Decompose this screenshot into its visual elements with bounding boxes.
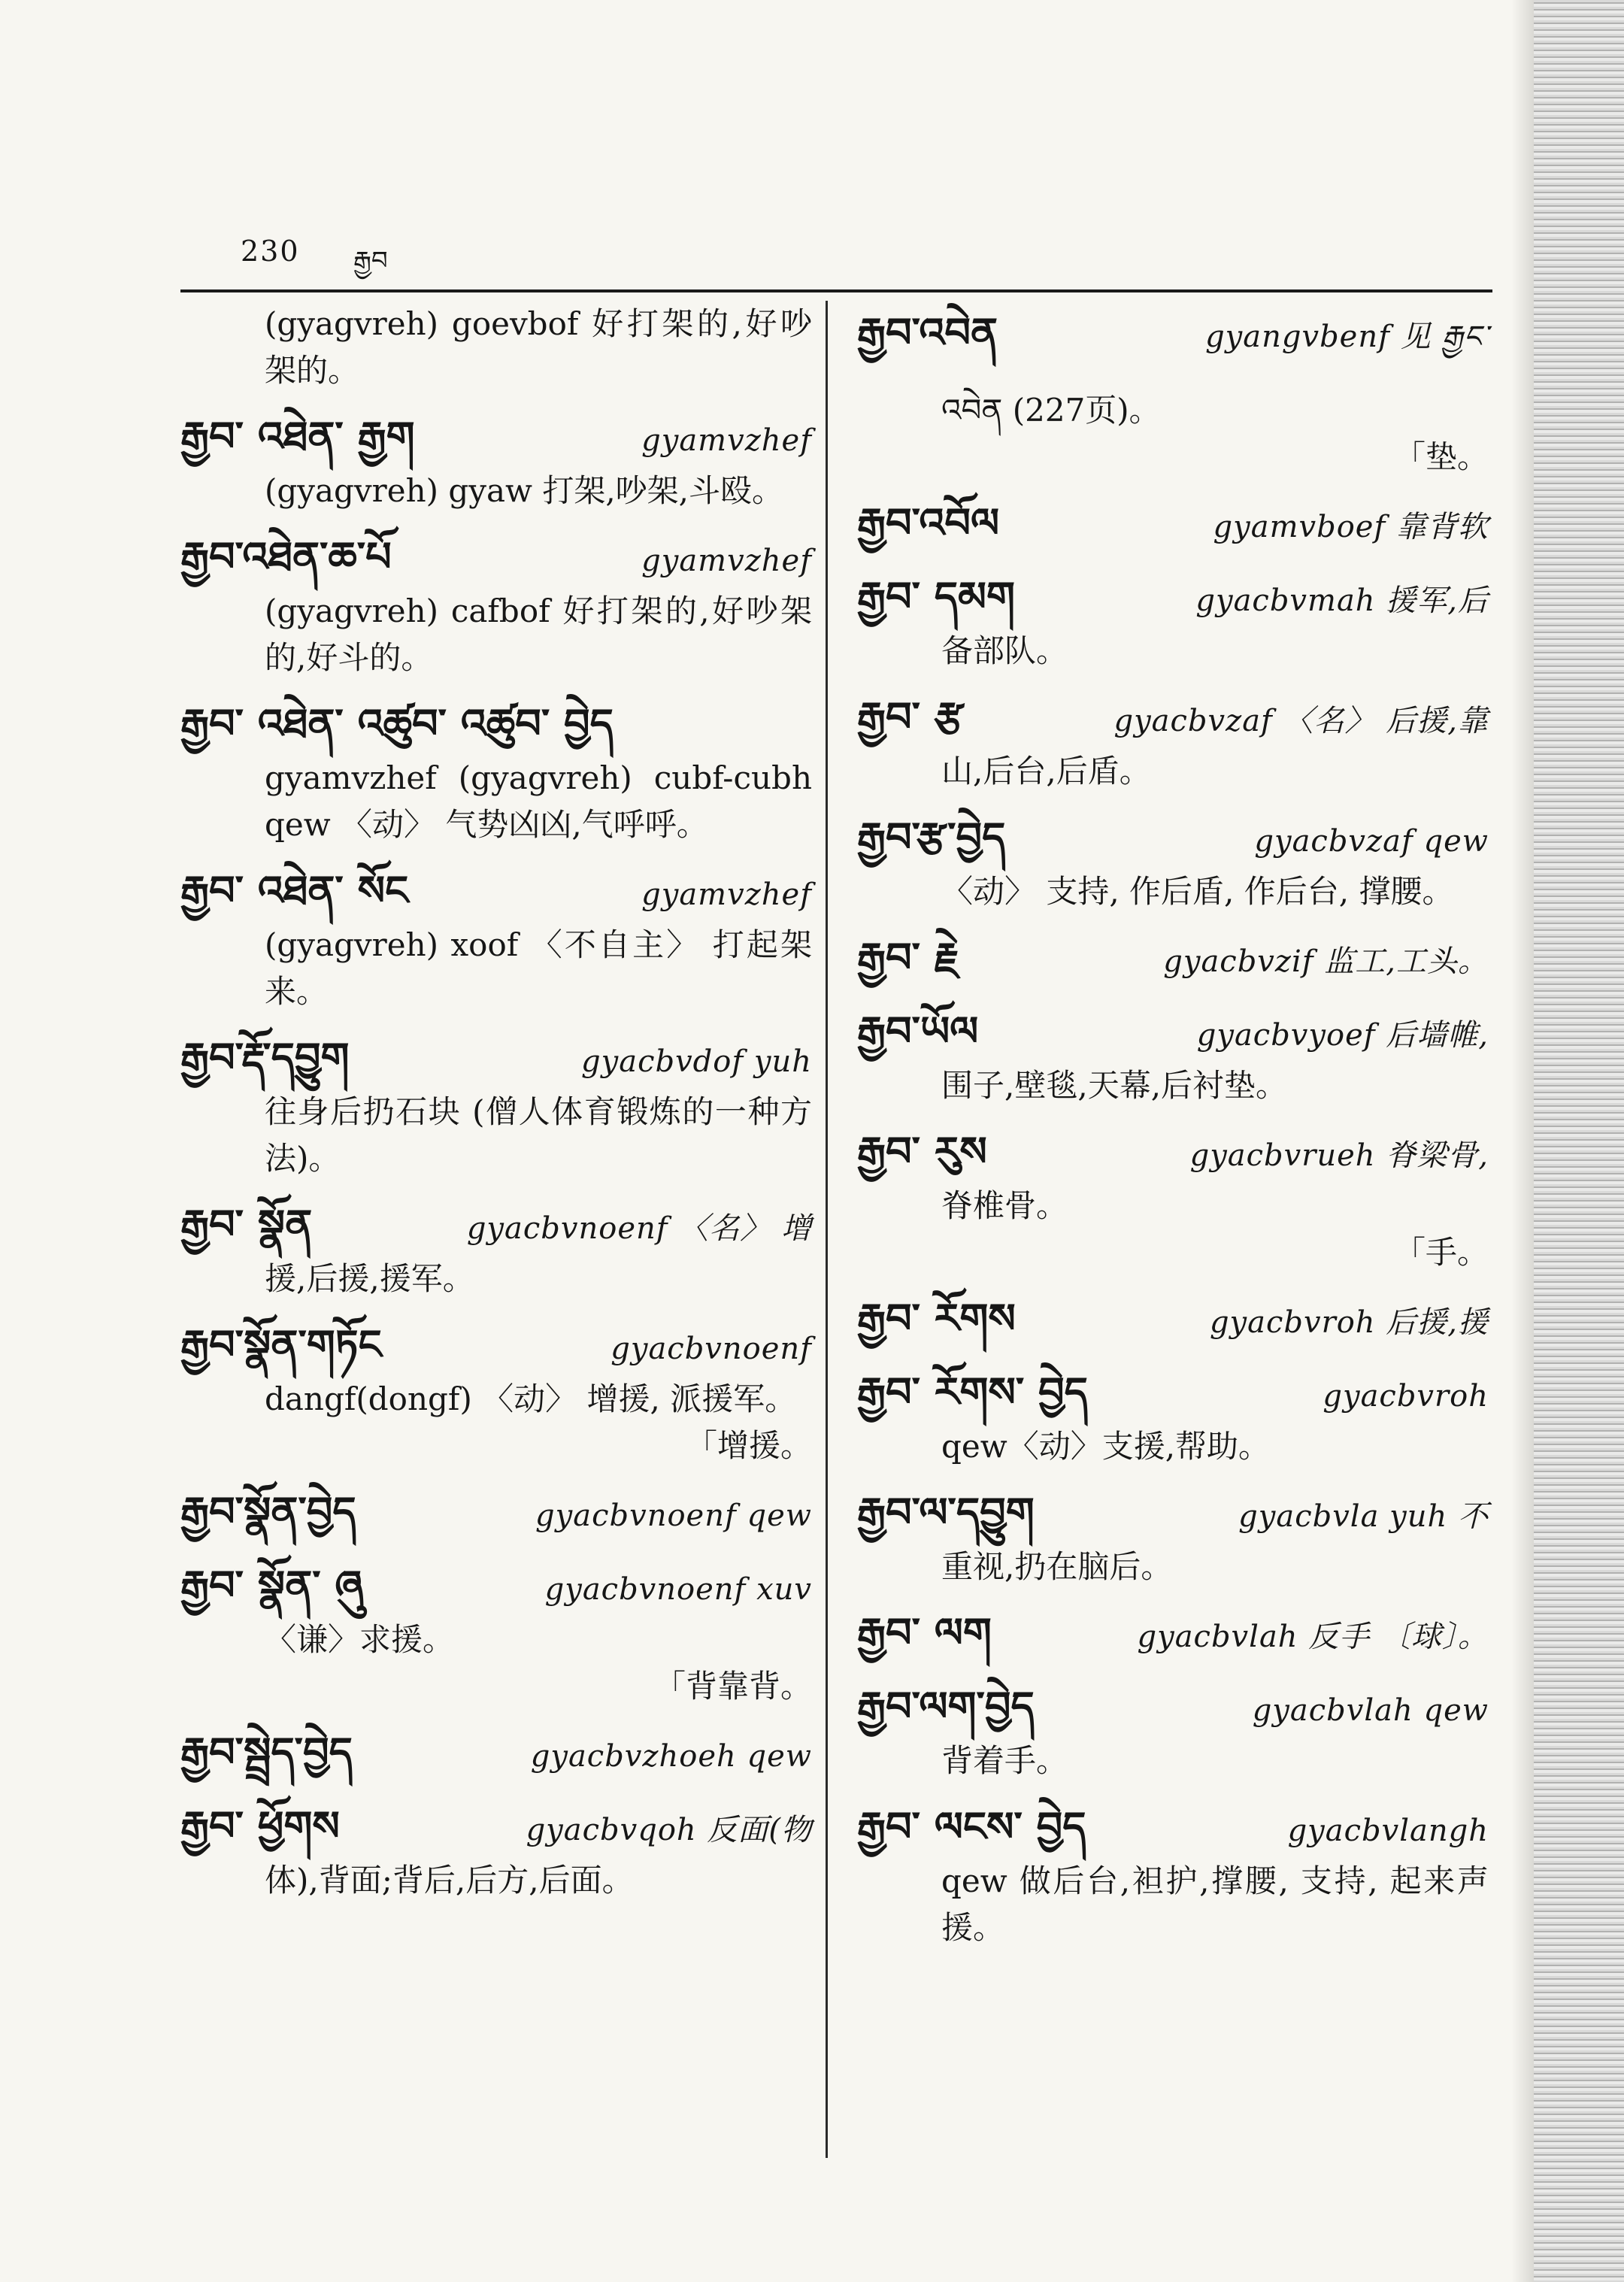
dictionary-entry (180, 301, 812, 394)
left-column (180, 301, 812, 1914)
entry-headline (180, 405, 812, 468)
entry-crossref-note: 「垫。 (1393, 438, 1489, 475)
right-column (857, 301, 1489, 1962)
dictionary-entry (180, 859, 812, 1015)
entry-tibetan: རྒྱབ་ལག་བྱེད (857, 1682, 1035, 1730)
entry-definition: 重视,扔在脑后。 (941, 1548, 1173, 1585)
entry-headline (180, 1313, 812, 1376)
header-rule (180, 289, 1492, 292)
entry-definition: (gyagvreh) goevbof 好打架的,好吵架的。 (265, 305, 812, 389)
entry-headline (857, 1480, 1489, 1544)
entry-definition: 山,后台,后盾。 (941, 753, 1151, 789)
entry-romanization: gyacbvzaf 〈名〉 后援,靠 (1113, 704, 1489, 738)
entry-romanization: gyacbvroh (1323, 1379, 1489, 1414)
entry-romanization: gyacbvla yuh 不 (1238, 1499, 1489, 1534)
entry-romanization: gyangvbenf 见 རྒྱང་ (1205, 320, 1489, 354)
entry-crossref-note: 「背靠背。 (653, 1668, 812, 1705)
entry-definition: 援,后援,援军。 (265, 1260, 474, 1297)
entry-tibetan: རྒྱབ་ རོགས (857, 1294, 1016, 1342)
entry-headline (180, 1720, 812, 1783)
page-header (241, 226, 1481, 278)
entry-tibetan: རྒྱབ་རྡོ་དབྱུག (180, 1033, 350, 1081)
entry-romanization: gyacbvmah 援军,后 (1195, 583, 1489, 618)
entry-tibetan: རྒྱབ་སྣོན་གཏོང (180, 1320, 382, 1368)
page-edge (1534, 0, 1624, 2282)
page-number: 230 (241, 235, 300, 268)
entry-headline (180, 692, 812, 755)
entry-definition: 脊椎骨。 (941, 1187, 1068, 1224)
entry-tibetan: རྒྱབ་ ཕྱོགས (180, 1802, 340, 1850)
entry-romanization: gyacbvrueh 脊梁骨, (1189, 1138, 1489, 1173)
dictionary-entry (857, 491, 1489, 554)
entry-definition: 〈谦〉求援。 (265, 1621, 455, 1658)
entry-tibetan: རྒྱབ་ ལག (857, 1608, 992, 1656)
entry-definition: qew〈动〉支援,帮助。 (941, 1428, 1271, 1465)
entry-romanization: gyacbvnoenf qew (535, 1499, 812, 1533)
entry-definition: 备部队。 (941, 632, 1068, 669)
entry-romanization: gyamvzhef (641, 423, 812, 458)
entry-romanization: gyamvboef 靠背软 (1213, 510, 1489, 544)
entry-romanization: gyacbvqoh 反面(物 (526, 1813, 812, 1847)
entry-crossref-note: 「手。 (1393, 1234, 1489, 1271)
dictionary-entry (180, 1720, 812, 1783)
entry-headline (857, 1674, 1489, 1738)
entry-tibetan: རྒྱབ་རྩ་བྱེད (857, 813, 1006, 861)
entry-headline (180, 1794, 812, 1857)
entry-tibetan: རྒྱབ་འཐེན་ཆ་པོ (180, 532, 392, 580)
entry-tibetan: རྒྱབ་ སྣོན་ ཞུ (180, 1561, 364, 1609)
entry-romanization: gyacbvlah qew (1252, 1693, 1489, 1728)
dictionary-entry (857, 926, 1489, 989)
entry-tibetan: རྒྱབ་ལ་དབྱུག (857, 1488, 1035, 1536)
entry-romanization: gyacbvzhoeh qew (530, 1739, 812, 1774)
entry-romanization: gyamvzhef (641, 877, 812, 912)
entry-headline (180, 859, 812, 922)
entry-headline (857, 685, 1489, 748)
entry-definition: (gyagvreh) gyaw 打架,吵架,斗殴。 (265, 472, 784, 509)
entry-tibetan: རྒྱབ་ དམག (857, 572, 1015, 620)
entry-tibetan: རྒྱབ་ སྣོན (180, 1200, 313, 1248)
entry-romanization: gyacbvyoef 后墙帷, (1196, 1018, 1489, 1053)
entry-tibetan: རྒྱབ་འབེན (857, 308, 998, 356)
dictionary-entry (180, 1026, 812, 1182)
dictionary-entry (180, 1794, 812, 1904)
dictionary-entry (857, 805, 1489, 915)
entry-definition: (gyagvreh) xoof 〈不自主〉 打起架来。 (265, 926, 812, 1010)
entry-romanization: gyacbvlah 反手 〔球〕。 (1137, 1620, 1489, 1654)
entry-romanization: gyacbvnoenf 〈名〉 增 (466, 1211, 812, 1246)
entry-definition: 围子,壁毯,天幕,后衬垫。 (941, 1067, 1288, 1104)
dictionary-entry (180, 1193, 812, 1302)
running-head: རྒྱབ (353, 246, 388, 276)
dictionary-entry (857, 1601, 1489, 1664)
entry-headline (180, 525, 812, 588)
entry-headline (857, 926, 1489, 989)
dictionary-entry (857, 685, 1489, 795)
entry-definition: (gyagvreh) cafbof 好打架的,好吵架的,好斗的。 (265, 592, 812, 676)
entry-romanization: gyacbvzif 监工,工头。 (1163, 944, 1489, 979)
page-gutter-shadow (1511, 0, 1534, 2282)
entry-headline (180, 1193, 812, 1256)
dictionary-entry (857, 1674, 1489, 1784)
entry-tibetan: རྒྱབ་སྣོན་བྱེད (180, 1487, 356, 1535)
entry-headline (180, 1026, 812, 1089)
entry-tibetan: རྒྱབ་ འཐེན་ སོང (180, 866, 409, 914)
entry-headline (857, 1601, 1489, 1664)
entry-tibetan: རྒྱབ་ རྗེ (857, 933, 959, 981)
dictionary-entry (857, 1120, 1489, 1276)
entry-tibetan: རྒྱབ་འབོལ (857, 499, 1000, 547)
entry-romanization: gyacbvroh 后援,援 (1209, 1305, 1489, 1340)
entry-headline (857, 1286, 1489, 1350)
entry-headline (180, 1480, 812, 1543)
entry-headline (857, 999, 1489, 1062)
column-divider (826, 301, 828, 2158)
entry-definition: qew 做后台,袒护,撑腰, 支持, 起来声援。 (941, 1862, 1489, 1946)
dictionary-entry (857, 999, 1489, 1109)
entry-headline (857, 1795, 1489, 1858)
entry-romanization: gyacbvlangh (1287, 1814, 1489, 1848)
entry-definition: 〈动〉 支持, 作后盾, 作后台, 撑腰。 (941, 873, 1454, 910)
entry-romanization: gyamvzhef (641, 544, 812, 578)
entry-romanization: gyacbvdof yuh (581, 1044, 812, 1079)
entry-definition: 体),背面;背后,后方,后面。 (265, 1862, 634, 1899)
entry-tibetan: རྒྱབ་སྦྲེད་བྱེད (180, 1728, 353, 1776)
entry-definition: gyamvzhef (gyagvreh) cubf-cubh qew 〈动〉 气势凶凶,气呼呼。 (265, 759, 812, 843)
entry-crossref-note: 「增援。 (685, 1427, 812, 1464)
entry-romanization: gyacbvnoenf xuv (544, 1572, 812, 1607)
entry-tibetan: རྒྱབ་ཡོལ (857, 1007, 979, 1055)
entry-definition: 往身后扔石块 (僧人体育锻炼的一种方法)。 (265, 1093, 812, 1177)
entry-romanization: gyacbvzaf qew (1254, 824, 1489, 859)
dictionary-entry (857, 1360, 1489, 1470)
entry-definition: 背着手。 (941, 1742, 1068, 1779)
dictionary-entry (857, 301, 1489, 480)
dictionary-entry (180, 1553, 812, 1710)
entry-headline (857, 805, 1489, 868)
entry-tibetan: རྒྱབ་ རྩ (857, 692, 964, 741)
dictionary-entry (180, 405, 812, 514)
dictionary-entry (857, 1795, 1489, 1951)
dictionary-entry (857, 1286, 1489, 1350)
dictionary-entry (180, 692, 812, 848)
entry-romanization: gyacbvnoenf (611, 1332, 812, 1366)
entry-headline (857, 491, 1489, 554)
entry-headline (857, 1360, 1489, 1423)
dictionary-entry (180, 1313, 812, 1469)
dictionary-entry (857, 565, 1489, 674)
entry-tibetan: རྒྱབ་ རུས (857, 1127, 987, 1175)
entry-definition: འབེན (227页)。 (941, 392, 1161, 429)
entry-definition: dangf(dongf) 〈动〉 增援, 派援军。 (265, 1380, 797, 1417)
dictionary-entry (180, 1480, 812, 1543)
entry-headline (180, 1553, 812, 1617)
entry-tibetan: རྒྱབ་ ལངས་ བྱེད (857, 1802, 1086, 1850)
entry-tibetan: རྒྱབ་ འཐེན་ རྒྱག (180, 412, 415, 460)
dictionary-entry (857, 1480, 1489, 1590)
entry-headline (857, 301, 1489, 387)
entry-tibetan: རྒྱབ་ འཐེན་ འཚུབ་ འཚུབ་ བྱེད (180, 699, 614, 747)
entry-headline (857, 1120, 1489, 1183)
dictionary-entry (180, 525, 812, 681)
entry-headline (857, 565, 1489, 628)
entry-tibetan: རྒྱབ་ རོགས་ བྱེད (857, 1368, 1088, 1416)
